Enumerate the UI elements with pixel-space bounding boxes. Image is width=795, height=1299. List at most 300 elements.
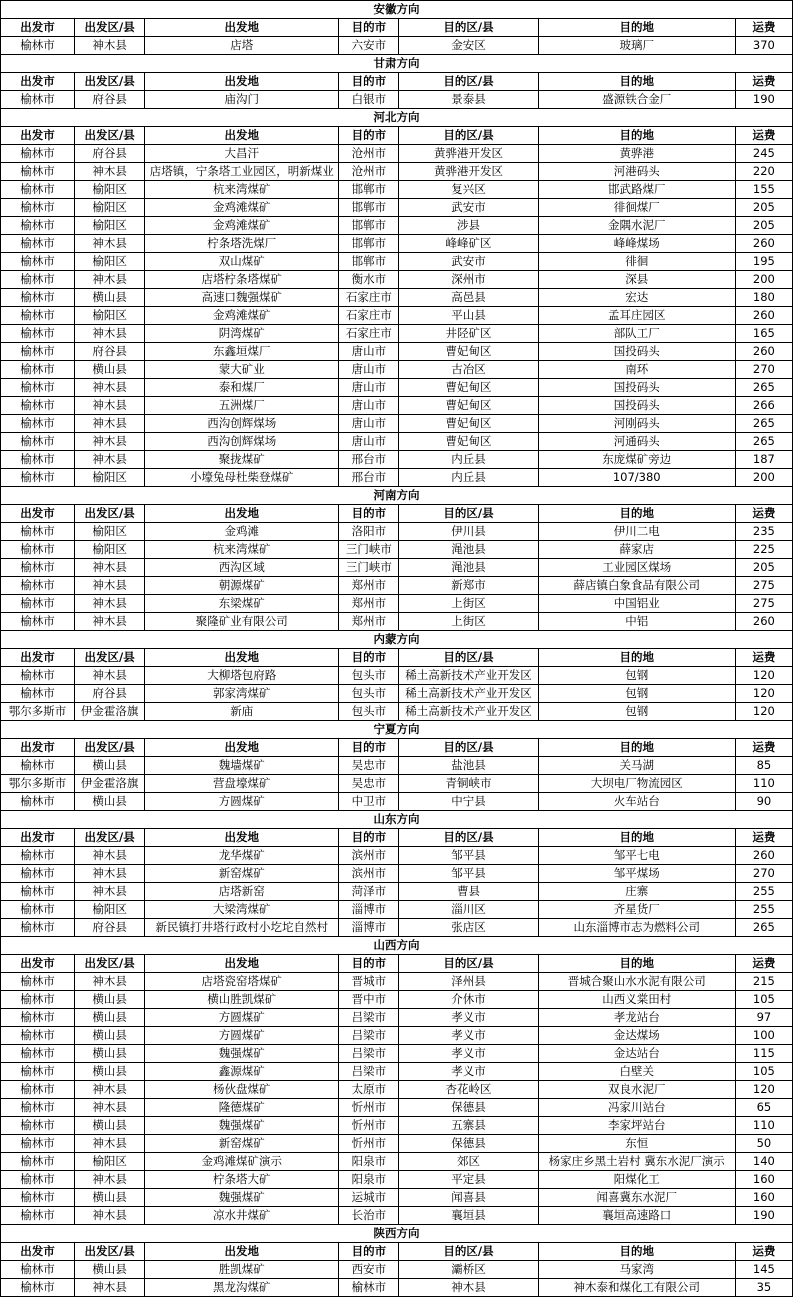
table-row [1, 199, 793, 217]
cell-origin-place: 泰和煤厂 [145, 379, 339, 397]
cell-dest-district: 金安区 [399, 37, 538, 55]
table-row [1, 451, 793, 469]
cell-origin-district: 神木县 [75, 37, 145, 55]
cell-origin-district: 府谷县 [75, 145, 145, 163]
cell-origin-district: 神木县 [75, 415, 145, 433]
header-dest-place: 目的地 [538, 739, 735, 757]
section-title-row [1, 1225, 793, 1243]
cell-origin-district: 神木县 [75, 235, 145, 253]
cell-origin-district: 横山县 [75, 1189, 145, 1207]
cell-origin-district: 神木县 [75, 271, 145, 289]
header-row [1, 955, 793, 973]
cell-origin-district: 榆阳区 [75, 307, 145, 325]
cell-origin-place: 高速口魏强煤矿 [145, 289, 339, 307]
cell-origin-city: 榆林市 [1, 343, 75, 361]
cell-freight: 260 [735, 235, 792, 253]
cell-origin-place: 店塔 [145, 37, 339, 55]
cell-dest-city: 三门峡市 [339, 541, 399, 559]
header-freight: 运费 [735, 739, 792, 757]
cell-freight: 205 [735, 559, 792, 577]
cell-dest-place: 冯家川站台 [538, 1099, 735, 1117]
cell-dest-city: 唐山市 [339, 361, 399, 379]
header-row [1, 19, 793, 37]
cell-dest-district: 平山县 [399, 307, 538, 325]
cell-dest-city: 淄博市 [339, 901, 399, 919]
cell-origin-district: 神木县 [75, 433, 145, 451]
header-freight: 运费 [735, 19, 792, 37]
cell-dest-place: 马家湾 [538, 1261, 735, 1279]
cell-freight: 140 [735, 1153, 792, 1171]
cell-dest-place: 工业园区煤场 [538, 559, 735, 577]
header-dest-city: 目的市 [339, 649, 399, 667]
cell-freight: 160 [735, 1189, 792, 1207]
cell-origin-district: 榆阳区 [75, 469, 145, 487]
header-row [1, 1243, 793, 1261]
header-origin-district: 出发区/县 [75, 739, 145, 757]
table-row [1, 1279, 793, 1297]
cell-dest-place: 邹平煤场 [538, 865, 735, 883]
cell-dest-place: 盛源铁合金厂 [538, 91, 735, 109]
cell-dest-district: 曹妃甸区 [399, 415, 538, 433]
cell-dest-city: 沧州市 [339, 145, 399, 163]
cell-dest-city: 石家庄市 [339, 289, 399, 307]
cell-origin-place: 小壕兔母杜柴登煤矿 [145, 469, 339, 487]
cell-origin-district: 横山县 [75, 1009, 145, 1027]
cell-origin-place: 黑龙沟煤矿 [145, 1279, 339, 1297]
cell-origin-district: 神木县 [75, 577, 145, 595]
table-row [1, 973, 793, 991]
header-dest-place: 目的地 [538, 1243, 735, 1261]
table-row [1, 1081, 793, 1099]
cell-freight: 65 [735, 1099, 792, 1117]
header-origin-city: 出发市 [1, 127, 75, 145]
freight-rate-table-body [1, 1, 793, 1297]
table-row [1, 613, 793, 631]
cell-dest-place: 国投码头 [538, 397, 735, 415]
cell-dest-district: 曹妃甸区 [399, 379, 538, 397]
cell-origin-city: 榆林市 [1, 685, 75, 703]
cell-dest-city: 唐山市 [339, 343, 399, 361]
section-title: 河南方向 [1, 487, 793, 505]
cell-dest-place: 河通码头 [538, 433, 735, 451]
cell-freight: 165 [735, 325, 792, 343]
cell-origin-district: 神木县 [75, 973, 145, 991]
header-dest-place: 目的地 [538, 505, 735, 523]
cell-origin-district: 神木县 [75, 397, 145, 415]
cell-dest-district: 孝义市 [399, 1063, 538, 1081]
header-dest-district: 目的区/县 [399, 955, 538, 973]
cell-origin-place: 东鑫垣煤厂 [145, 343, 339, 361]
cell-dest-place: 107/380 [538, 469, 735, 487]
cell-origin-city: 榆林市 [1, 865, 75, 883]
cell-dest-district: 深州市 [399, 271, 538, 289]
cell-origin-district: 横山县 [75, 991, 145, 1009]
cell-freight: 105 [735, 1063, 792, 1081]
cell-origin-place: 蒙大矿业 [145, 361, 339, 379]
cell-dest-district: 青铜峡市 [399, 775, 538, 793]
header-dest-district: 目的区/县 [399, 1243, 538, 1261]
table-row [1, 1135, 793, 1153]
cell-freight: 155 [735, 181, 792, 199]
header-freight: 运费 [735, 73, 792, 91]
cell-dest-city: 阳泉市 [339, 1153, 399, 1171]
cell-freight: 245 [735, 145, 792, 163]
cell-origin-place: 大昌汗 [145, 145, 339, 163]
cell-dest-district: 峰峰矿区 [399, 235, 538, 253]
table-row [1, 1171, 793, 1189]
header-freight: 运费 [735, 127, 792, 145]
header-origin-place: 出发地 [145, 19, 339, 37]
cell-origin-city: 榆林市 [1, 289, 75, 307]
cell-dest-city: 滨州市 [339, 847, 399, 865]
cell-origin-place: 店塔镇，宁条塔工业园区，明新煤业 [145, 163, 339, 181]
cell-dest-place: 包钢 [538, 703, 735, 721]
table-row [1, 523, 793, 541]
cell-dest-city: 忻州市 [339, 1135, 399, 1153]
cell-origin-city: 榆林市 [1, 379, 75, 397]
table-row [1, 469, 793, 487]
cell-dest-place: 深县 [538, 271, 735, 289]
header-origin-place: 出发地 [145, 829, 339, 847]
table-row [1, 1261, 793, 1279]
section-title: 内蒙方向 [1, 631, 793, 649]
cell-origin-district: 神木县 [75, 613, 145, 631]
cell-dest-city: 三门峡市 [339, 559, 399, 577]
cell-origin-place: 鑫源煤矿 [145, 1063, 339, 1081]
cell-dest-city: 邯郸市 [339, 253, 399, 271]
cell-dest-city: 淄博市 [339, 919, 399, 937]
cell-freight: 260 [735, 847, 792, 865]
cell-dest-city: 晋城市 [339, 973, 399, 991]
section-title-row [1, 55, 793, 73]
cell-origin-city: 榆林市 [1, 883, 75, 901]
cell-dest-district: 曹妃甸区 [399, 433, 538, 451]
cell-dest-place: 河港码头 [538, 163, 735, 181]
cell-dest-city: 邢台市 [339, 451, 399, 469]
header-origin-place: 出发地 [145, 955, 339, 973]
table-row [1, 289, 793, 307]
cell-dest-place: 关马湖 [538, 757, 735, 775]
cell-origin-district: 神木县 [75, 1135, 145, 1153]
header-origin-district: 出发区/县 [75, 1243, 145, 1261]
cell-dest-district: 淄川区 [399, 901, 538, 919]
cell-origin-city: 榆林市 [1, 847, 75, 865]
cell-freight: 265 [735, 433, 792, 451]
cell-origin-district: 神木县 [75, 595, 145, 613]
table-row [1, 577, 793, 595]
cell-freight: 97 [735, 1009, 792, 1027]
cell-dest-city: 太原市 [339, 1081, 399, 1099]
header-dest-city: 目的市 [339, 739, 399, 757]
cell-origin-district: 神木县 [75, 1171, 145, 1189]
cell-dest-place: 峰峰煤场 [538, 235, 735, 253]
cell-dest-place: 孟耳庄园区 [538, 307, 735, 325]
cell-dest-district: 井陉矿区 [399, 325, 538, 343]
cell-origin-place: 方圆煤矿 [145, 793, 339, 811]
header-freight: 运费 [735, 649, 792, 667]
cell-dest-district: 景泰县 [399, 91, 538, 109]
cell-dest-place: 黄骅港 [538, 145, 735, 163]
table-row [1, 1099, 793, 1117]
cell-dest-city: 吕梁市 [339, 1027, 399, 1045]
header-origin-city: 出发市 [1, 73, 75, 91]
header-origin-city: 出发市 [1, 649, 75, 667]
cell-freight: 90 [735, 793, 792, 811]
cell-origin-place: 双山煤矿 [145, 253, 339, 271]
cell-origin-district: 神木县 [75, 865, 145, 883]
cell-dest-district: 曹县 [399, 883, 538, 901]
table-row [1, 1009, 793, 1027]
cell-freight: 260 [735, 307, 792, 325]
cell-dest-city: 菏泽市 [339, 883, 399, 901]
cell-origin-district: 神木县 [75, 847, 145, 865]
cell-origin-place: 西沟创辉煤场 [145, 433, 339, 451]
cell-dest-city: 唐山市 [339, 397, 399, 415]
cell-origin-city: 榆林市 [1, 1207, 75, 1225]
cell-origin-district: 榆阳区 [75, 181, 145, 199]
cell-origin-place: 金鸡滩煤矿 [145, 199, 339, 217]
header-origin-place: 出发地 [145, 73, 339, 91]
header-origin-district: 出发区/县 [75, 955, 145, 973]
cell-dest-place: 山西义棠田村 [538, 991, 735, 1009]
cell-freight: 110 [735, 775, 792, 793]
cell-freight: 120 [735, 667, 792, 685]
header-dest-district: 目的区/县 [399, 505, 538, 523]
table-row [1, 757, 793, 775]
cell-dest-district: 黄骅港开发区 [399, 145, 538, 163]
cell-dest-district: 郊区 [399, 1153, 538, 1171]
cell-origin-place: 魏强煤矿 [145, 1189, 339, 1207]
cell-freight: 50 [735, 1135, 792, 1153]
cell-origin-city: 榆林市 [1, 217, 75, 235]
cell-origin-city: 榆林市 [1, 1171, 75, 1189]
cell-dest-place: 中国铝业 [538, 595, 735, 613]
cell-dest-district: 上街区 [399, 613, 538, 631]
cell-dest-place: 李家坪站台 [538, 1117, 735, 1135]
cell-dest-district: 渑池县 [399, 541, 538, 559]
cell-dest-place: 南环 [538, 361, 735, 379]
cell-origin-city: 榆林市 [1, 577, 75, 595]
cell-dest-district: 盐池县 [399, 757, 538, 775]
header-origin-district: 出发区/县 [75, 505, 145, 523]
cell-dest-place: 包钢 [538, 685, 735, 703]
header-dest-place: 目的地 [538, 19, 735, 37]
cell-origin-district: 神木县 [75, 451, 145, 469]
cell-origin-place: 西沟创辉煤场 [145, 415, 339, 433]
section-title-row [1, 937, 793, 955]
cell-origin-city: 榆林市 [1, 1009, 75, 1027]
cell-origin-place: 方圆煤矿 [145, 1009, 339, 1027]
cell-origin-district: 横山县 [75, 1045, 145, 1063]
cell-origin-city: 榆林市 [1, 793, 75, 811]
cell-origin-place: 龙华煤矿 [145, 847, 339, 865]
cell-dest-district: 曹妃甸区 [399, 343, 538, 361]
cell-dest-district: 邹平县 [399, 847, 538, 865]
cell-dest-place: 双良水泥厂 [538, 1081, 735, 1099]
section-title: 山西方向 [1, 937, 793, 955]
cell-origin-city: 榆林市 [1, 1027, 75, 1045]
cell-origin-city: 榆林市 [1, 1045, 75, 1063]
table-row [1, 325, 793, 343]
cell-origin-city: 榆林市 [1, 145, 75, 163]
cell-dest-district: 孝义市 [399, 1027, 538, 1045]
table-row [1, 703, 793, 721]
cell-origin-place: 大柳塔包府路 [145, 667, 339, 685]
cell-freight: 205 [735, 199, 792, 217]
cell-dest-city: 吴忠市 [339, 775, 399, 793]
cell-freight: 85 [735, 757, 792, 775]
cell-dest-place: 河刚码头 [538, 415, 735, 433]
cell-freight: 190 [735, 1207, 792, 1225]
cell-dest-place: 东恒 [538, 1135, 735, 1153]
cell-origin-place: 金鸡滩煤矿 [145, 307, 339, 325]
cell-origin-city: 榆林市 [1, 235, 75, 253]
cell-dest-district: 介休市 [399, 991, 538, 1009]
cell-origin-place: 店塔新窑 [145, 883, 339, 901]
header-freight: 运费 [735, 829, 792, 847]
cell-dest-city: 晋中市 [339, 991, 399, 1009]
header-dest-city: 目的市 [339, 127, 399, 145]
header-origin-city: 出发市 [1, 505, 75, 523]
cell-dest-district: 五寨县 [399, 1117, 538, 1135]
cell-dest-district: 保德县 [399, 1135, 538, 1153]
cell-origin-city: 榆林市 [1, 613, 75, 631]
cell-origin-place: 庙沟门 [145, 91, 339, 109]
cell-dest-district: 武安市 [399, 253, 538, 271]
header-dest-city: 目的市 [339, 505, 399, 523]
cell-dest-place: 晋城合聚山水水泥有限公司 [538, 973, 735, 991]
cell-origin-place: 方圆煤矿 [145, 1027, 339, 1045]
cell-dest-city: 吴忠市 [339, 757, 399, 775]
cell-dest-city: 运城市 [339, 1189, 399, 1207]
table-row [1, 163, 793, 181]
table-row [1, 415, 793, 433]
cell-origin-city: 榆林市 [1, 1153, 75, 1171]
cell-origin-place: 胜凯煤矿 [145, 1261, 339, 1279]
cell-origin-place: 阴湾煤矿 [145, 325, 339, 343]
cell-origin-place: 杨伙盘煤矿 [145, 1081, 339, 1099]
cell-origin-city: 榆林市 [1, 523, 75, 541]
table-row [1, 883, 793, 901]
cell-origin-district: 神木县 [75, 1099, 145, 1117]
header-dest-place: 目的地 [538, 829, 735, 847]
cell-origin-place: 横山胜凯煤矿 [145, 991, 339, 1009]
cell-dest-place: 国投码头 [538, 343, 735, 361]
cell-dest-district: 保德县 [399, 1099, 538, 1117]
cell-origin-district: 横山县 [75, 757, 145, 775]
table-row [1, 379, 793, 397]
cell-origin-district: 神木县 [75, 379, 145, 397]
table-row [1, 775, 793, 793]
cell-dest-place: 大坝电厂物流园区 [538, 775, 735, 793]
cell-origin-city: 榆林市 [1, 1279, 75, 1297]
cell-origin-district: 神木县 [75, 667, 145, 685]
cell-origin-city: 榆林市 [1, 1081, 75, 1099]
cell-origin-city: 榆林市 [1, 325, 75, 343]
header-dest-place: 目的地 [538, 649, 735, 667]
cell-freight: 275 [735, 577, 792, 595]
cell-origin-place: 朝源煤矿 [145, 577, 339, 595]
cell-freight: 220 [735, 163, 792, 181]
table-row [1, 271, 793, 289]
table-row [1, 181, 793, 199]
cell-origin-place: 大梁湾煤矿 [145, 901, 339, 919]
header-origin-place: 出发地 [145, 1243, 339, 1261]
cell-dest-city: 邯郸市 [339, 235, 399, 253]
cell-origin-place: 柠条塔大矿 [145, 1171, 339, 1189]
header-dest-district: 目的区/县 [399, 649, 538, 667]
cell-freight: 120 [735, 1081, 792, 1099]
header-dest-district: 目的区/县 [399, 73, 538, 91]
cell-origin-place: 隆德煤矿 [145, 1099, 339, 1117]
cell-origin-place: 新民镇打井塔行政村小圪坨自然村 [145, 919, 339, 937]
cell-dest-city: 吕梁市 [339, 1063, 399, 1081]
table-row [1, 685, 793, 703]
cell-freight: 200 [735, 469, 792, 487]
header-freight: 运费 [735, 955, 792, 973]
cell-dest-place: 孝龙站台 [538, 1009, 735, 1027]
cell-dest-district: 涉县 [399, 217, 538, 235]
cell-origin-place: 杭来湾煤矿 [145, 181, 339, 199]
cell-dest-place: 邹平七电 [538, 847, 735, 865]
table-row [1, 91, 793, 109]
cell-dest-city: 衡水市 [339, 271, 399, 289]
cell-dest-district: 内丘县 [399, 469, 538, 487]
table-row [1, 1153, 793, 1171]
cell-origin-place: 营盘壕煤矿 [145, 775, 339, 793]
cell-origin-place: 凉水井煤矿 [145, 1207, 339, 1225]
cell-dest-district: 中宁县 [399, 793, 538, 811]
cell-origin-city: 榆林市 [1, 415, 75, 433]
header-origin-place: 出发地 [145, 505, 339, 523]
cell-freight: 190 [735, 91, 792, 109]
cell-freight: 187 [735, 451, 792, 469]
cell-origin-city: 榆林市 [1, 541, 75, 559]
cell-origin-district: 伊金霍洛旗 [75, 703, 145, 721]
table-row [1, 991, 793, 1009]
cell-origin-district: 神木县 [75, 1207, 145, 1225]
cell-origin-district: 榆阳区 [75, 523, 145, 541]
cell-freight: 265 [735, 379, 792, 397]
cell-dest-district: 平定县 [399, 1171, 538, 1189]
cell-dest-city: 长治市 [339, 1207, 399, 1225]
header-origin-district: 出发区/县 [75, 127, 145, 145]
cell-dest-city: 郑州市 [339, 613, 399, 631]
cell-freight: 275 [735, 595, 792, 613]
header-dest-city: 目的市 [339, 73, 399, 91]
header-dest-district: 目的区/县 [399, 739, 538, 757]
cell-origin-city: 榆林市 [1, 1099, 75, 1117]
cell-origin-place: 魏强煤矿 [145, 1117, 339, 1135]
section-title: 河北方向 [1, 109, 793, 127]
cell-origin-city: 榆林市 [1, 181, 75, 199]
section-title: 甘肃方向 [1, 55, 793, 73]
table-row [1, 1117, 793, 1135]
cell-origin-place: 新窑煤矿 [145, 1135, 339, 1153]
cell-freight: 180 [735, 289, 792, 307]
cell-origin-place: 金鸡滩煤矿 [145, 217, 339, 235]
cell-dest-city: 石家庄市 [339, 325, 399, 343]
header-origin-place: 出发地 [145, 739, 339, 757]
cell-dest-city: 榆林市 [339, 1279, 399, 1297]
cell-origin-district: 横山县 [75, 1117, 145, 1135]
cell-dest-place: 徘徊 [538, 253, 735, 271]
cell-origin-city: 榆林市 [1, 757, 75, 775]
cell-dest-city: 中卫市 [339, 793, 399, 811]
cell-dest-city: 沧州市 [339, 163, 399, 181]
cell-origin-city: 榆林市 [1, 37, 75, 55]
cell-origin-city: 榆林市 [1, 595, 75, 613]
